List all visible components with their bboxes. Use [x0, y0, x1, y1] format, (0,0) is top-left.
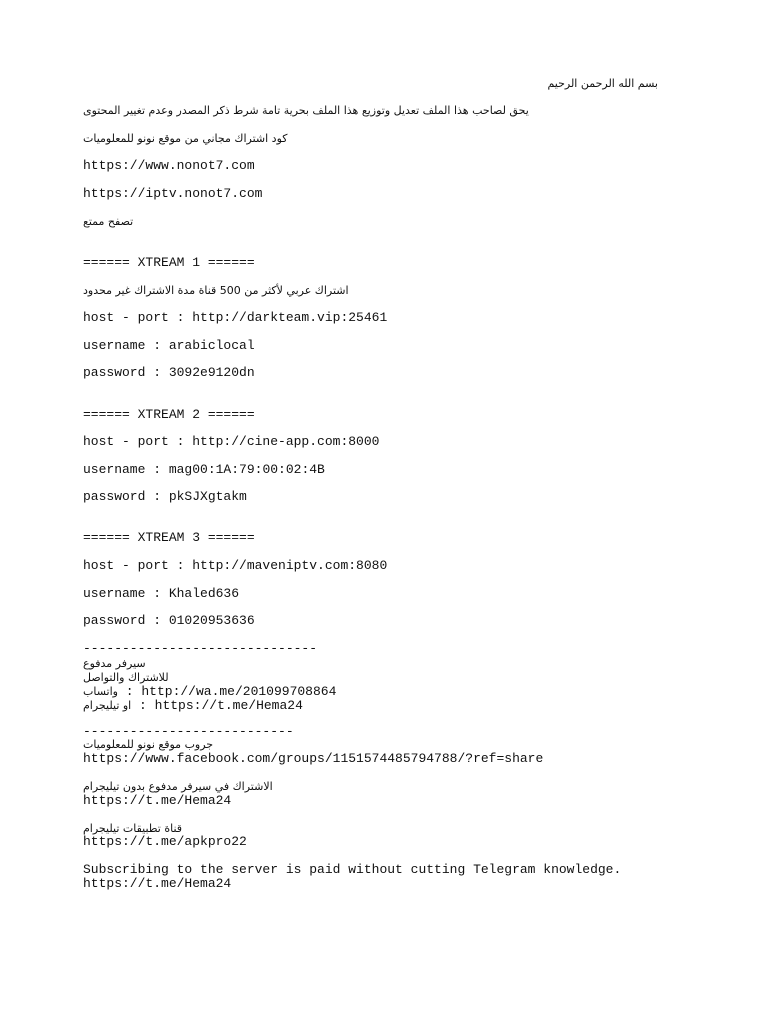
- english-note: Subscribing to the server is paid without cutting Telegram knowledge.: [83, 862, 622, 877]
- whatsapp-url[interactable]: http://wa.me/201099708864: [141, 684, 337, 699]
- paid-channel-link[interactable]: [83, 793, 231, 809]
- intro-line-2: كود اشتراك مجاني من موقع نونو للمعلوميات: [83, 132, 288, 145]
- xtream-1-header: ====== XTREAM 1 ======: [83, 255, 255, 270]
- group-url[interactable]: https://www.facebook.com/groups/1151574485794788/?ref=share: [83, 751, 544, 766]
- divider-2: ---------------------------: [83, 724, 294, 739]
- xtream-1-host-line: [83, 310, 387, 326]
- whatsapp-label: واتساب: [83, 685, 118, 698]
- separator: :: [117, 684, 142, 699]
- bismillah-line: بسم الله الرحمن الرحيم: [547, 77, 658, 90]
- xtream-2-host-line: [83, 434, 379, 450]
- xtream-1-username: arabiclocal: [168, 338, 255, 353]
- paid-channel-label: الاشتراك في سيرفر مدفوع بدون تيليجرام: [83, 780, 273, 793]
- iptv-link[interactable]: [83, 186, 262, 202]
- group-link[interactable]: [83, 751, 543, 767]
- xtream-3-host-line: [83, 558, 387, 574]
- xtream-2-pass-line: [83, 489, 247, 505]
- xtream-1-host[interactable]: http://darkteam.vip:25461: [192, 310, 388, 325]
- password-label: password :: [83, 613, 169, 628]
- xtream-3-user-line: [83, 586, 239, 602]
- username-label: username :: [83, 586, 169, 601]
- enjoy-line: تصفح ممتع: [83, 215, 134, 228]
- xtream-1-pass-line: [83, 365, 255, 381]
- separator: :: [131, 698, 155, 713]
- xtream-2-header: ====== XTREAM 2 ======: [83, 407, 255, 422]
- host-label: host - port :: [83, 310, 193, 325]
- paid-channel-url[interactable]: https://t.me/Hema24: [83, 793, 232, 808]
- intro-line-1: يحق لصاحب هذا الملف تعديل وتوزيع هذا الملف بحرية تامة شرط ذكر المصدر وعدم تغيير المحتوى: [83, 104, 529, 117]
- telegram-url[interactable]: https://t.me/Hema24: [154, 698, 303, 713]
- host-label: host - port :: [83, 558, 193, 573]
- password-label: password :: [83, 489, 169, 504]
- host-label: host - port :: [83, 434, 193, 449]
- iptv-url[interactable]: https://iptv.nonot7.com: [83, 186, 263, 201]
- apps-channel-label: قناة تطبيقات تيليجرام: [83, 822, 183, 835]
- apps-channel-link[interactable]: [83, 834, 247, 850]
- xtream-2-host[interactable]: http://cine-app.com:8000: [192, 434, 380, 449]
- xtream-3-pass-line: [83, 613, 255, 629]
- xtream-3-host[interactable]: http://maveniptv.com:8080: [192, 558, 388, 573]
- xtream-2-username: mag00:1A:79:00:02:4B: [168, 462, 325, 477]
- xtream-1-note: اشتراك عربي لأكثر من 500 قناة مدة الاشتراك غير محدود: [83, 284, 349, 297]
- apps-channel-url[interactable]: https://t.me/apkpro22: [83, 834, 247, 849]
- xtream-2-user-line: [83, 462, 325, 478]
- xtream-3-username: Khaled636: [168, 586, 240, 601]
- site-link[interactable]: [83, 158, 255, 174]
- english-note-url[interactable]: https://t.me/Hema24: [83, 876, 232, 891]
- paid-server-label: سيرفر مدفوع: [83, 657, 146, 670]
- xtream-3-password: 01020953636: [168, 613, 255, 628]
- divider-1: ------------------------------: [83, 641, 318, 656]
- xtream-1-user-line: [83, 338, 255, 354]
- password-label: password :: [83, 365, 169, 380]
- english-note-link[interactable]: [83, 876, 231, 892]
- subscribe-contact-label: للاشتراك والتواصل: [83, 671, 169, 684]
- username-label: username :: [83, 462, 169, 477]
- xtream-2-password: pkSJXgtakm: [168, 489, 247, 504]
- site-url[interactable]: https://www.nonot7.com: [83, 158, 255, 173]
- telegram-label: او تيليجرام: [83, 699, 132, 712]
- xtream-3-header: ====== XTREAM 3 ======: [83, 530, 255, 545]
- telegram-line: [83, 698, 303, 714]
- xtream-1-password: 3092e9120dn: [168, 365, 255, 380]
- username-label: username :: [83, 338, 169, 353]
- group-label: جروب موقع نونو للمعلوميات: [83, 738, 214, 751]
